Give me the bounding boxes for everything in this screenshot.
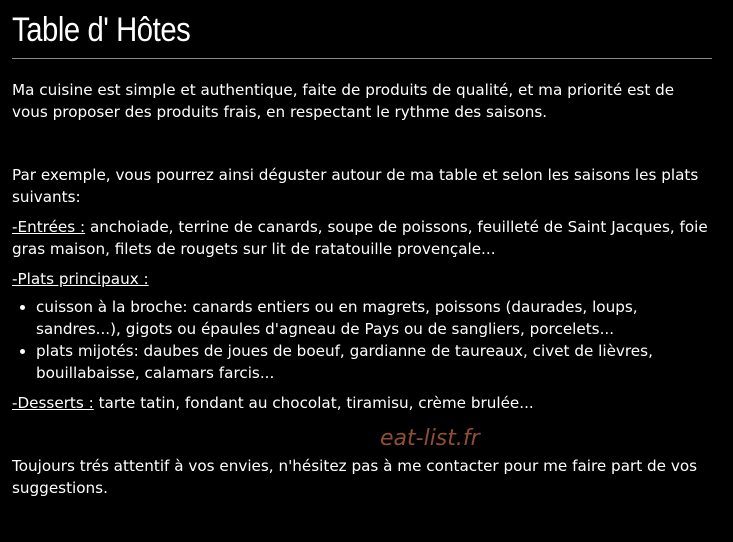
intro-paragraph: Ma cuisine est simple et authentique, faite de produits de qualité, et ma priorité est de vous proposer des produits frais, en respectant le rythme des saisons. (12, 81, 675, 121)
desserts-paragraph (12, 392, 712, 414)
title-divider (12, 58, 712, 59)
plats-label: -Plats principaux : (12, 270, 149, 288)
page-title: Table d' Hôtes (12, 11, 191, 49)
desserts-label: -Desserts : (12, 394, 94, 412)
desserts-text: tarte tatin, fondant au chocolat, tiramisu, crème brulée... (93, 394, 534, 412)
entrees-paragraph (12, 216, 712, 260)
closing-paragraph: Toujours trés attentif à vos envies, n'hésitez pas à me contacter pour me faire part de vos suggestions. (12, 457, 698, 497)
watermark: eat-list.fr (380, 426, 480, 451)
content (12, 0, 712, 499)
list-item: • cuisson à la broche: canards entiers ou en magrets, poissons (daurades, loups, sandres...), gigots ou épaules d'agneau de Pays ou de sangliers, porcelets... (36, 296, 712, 340)
entrees-text: anchoiade, terrine de canards, soupe de poissons, feuilleté de Saint Jacques, foie gras maison, filets de rougets sur lit de ratatouille provençale... (12, 218, 708, 258)
example-paragraph: Par exemple, vous pourrez ainsi déguster autour de ma table et selon les saisons les plats suivants: (12, 166, 699, 206)
list-item: • plats mijotés: daubes de joues de boeuf, gardianne de taureaux, civet de lièvres, bouillabaisse, calamars farcis... (36, 340, 712, 384)
plats-heading (12, 268, 712, 290)
entrees-label: -Entrées : (12, 218, 86, 236)
plats-list (12, 296, 712, 384)
